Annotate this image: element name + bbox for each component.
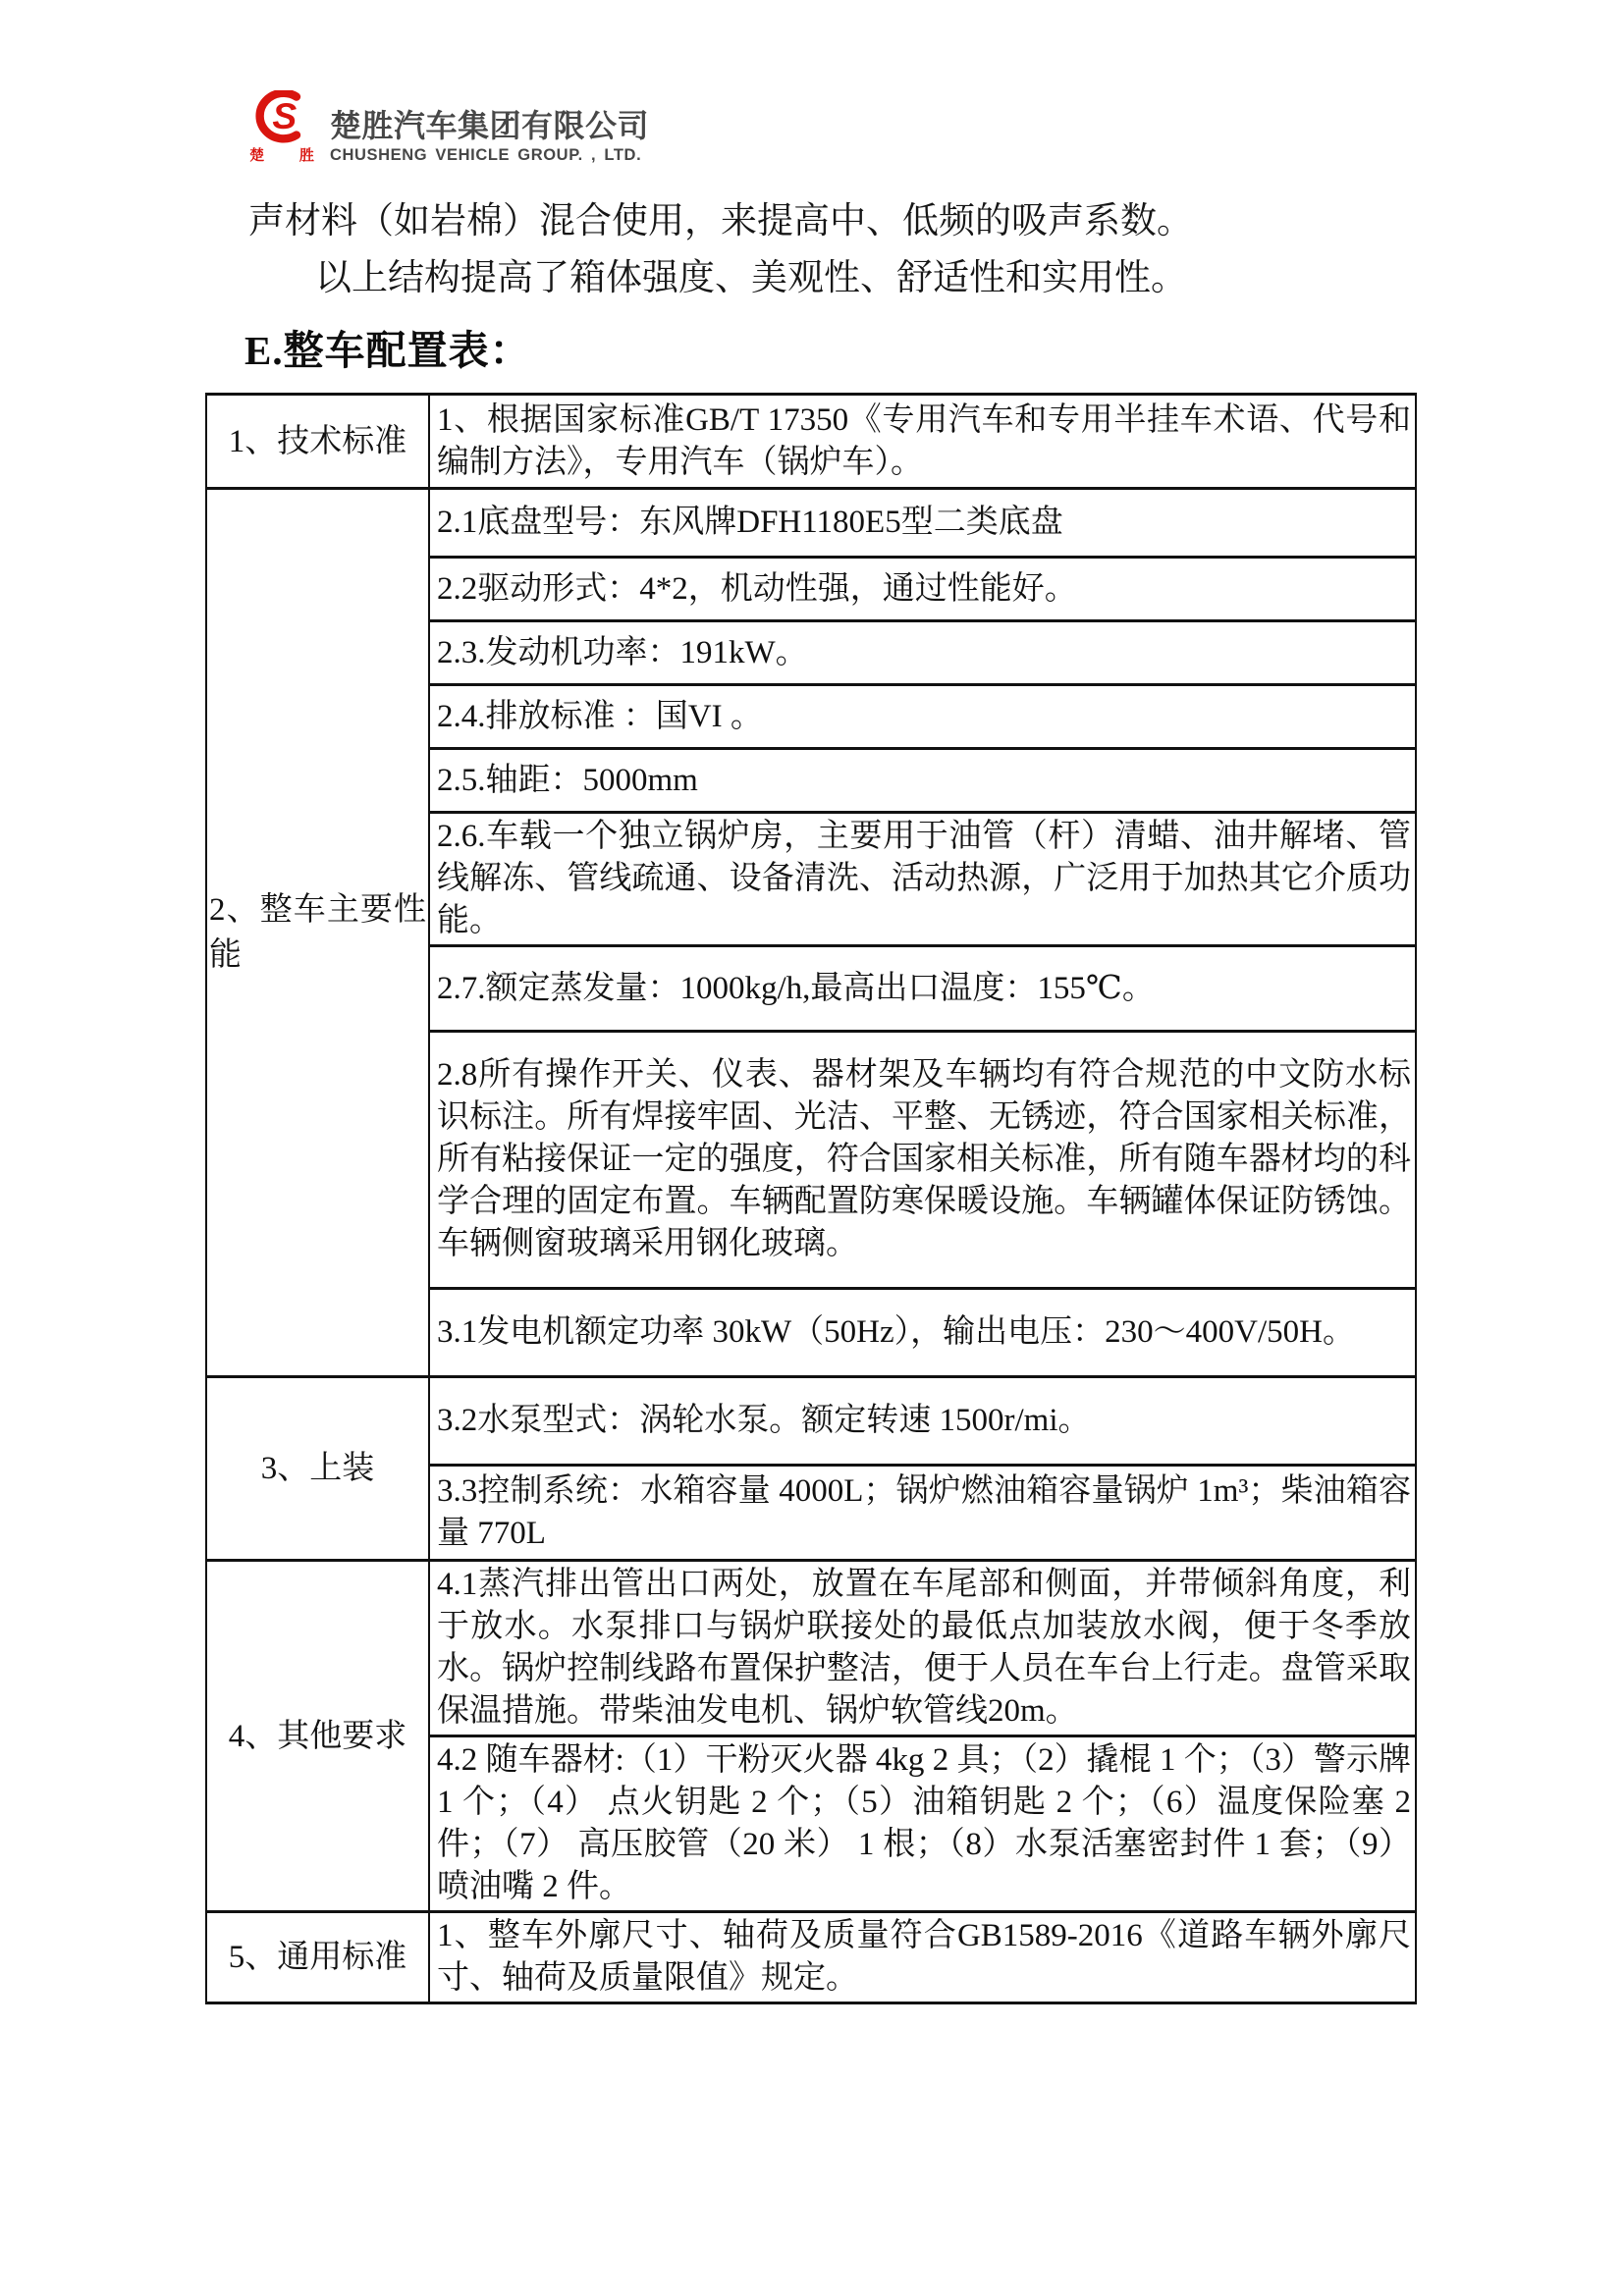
table-row bbox=[206, 395, 1416, 489]
table-row bbox=[206, 1377, 1416, 1466]
spec-label-other-requirements: 4、其他要求 bbox=[206, 1561, 429, 1912]
spec-label-main-performance: 2、整车主要性能 bbox=[206, 489, 429, 1377]
table-row bbox=[206, 489, 1416, 558]
company-name-chinese: 楚胜汽车集团有限公司 bbox=[330, 108, 650, 143]
section-heading: E.整车配置表： bbox=[244, 328, 531, 373]
spec-value-cell: 2.8所有操作开关、仪表、器材架及车辆均有符合规范的中文防水标识标注。所有焊接牢固、光洁、平整、无锈迹，符合国家相关标准，所有粘接保证一定的强度，符合国家相关标准，所有随车器材均的科学合理的固定布置。车辆配置防寒保暖设施。车辆罐体保证防锈蚀。车辆侧窗玻璃采用钢化玻璃。 bbox=[429, 1032, 1416, 1289]
svg-text:S: S bbox=[272, 95, 298, 137]
spec-value-cell: 2.3.发动机功率：191kW。 bbox=[429, 621, 1416, 685]
spec-value-cell: 3.3控制系统：水箱容量 4000L；锅炉燃油箱容量锅炉 1m³；柴油箱容量 770L bbox=[429, 1466, 1416, 1561]
spec-value-cell: 1、整车外廓尺寸、轴荷及质量符合GB1589-2016《道路车辆外廓尺寸、轴荷及质量限值》规定。 bbox=[429, 1912, 1416, 2003]
company-logo-emblem bbox=[249, 90, 330, 165]
spec-value-cell: 2.4.排放标准 ：国VI 。 bbox=[429, 685, 1416, 749]
spec-value-cell: 3.1发电机额定功率 30kW（50Hz），输出电压：230～400V/50H。 bbox=[429, 1289, 1416, 1377]
spec-label-general-standard: 5、通用标准 bbox=[206, 1912, 429, 2003]
spec-value-cell: 2.5.轴距：5000mm bbox=[429, 749, 1416, 813]
spec-value-cell: 2.2驱动形式：4*2，机动性强，通过性能好。 bbox=[429, 558, 1416, 621]
spec-label-technical-standard: 1、技术标准 bbox=[206, 395, 429, 489]
table-row bbox=[206, 1561, 1416, 1736]
spec-value-cell: 2.7.额定蒸发量：1000kg/h,最高出口温度：155℃。 bbox=[429, 946, 1416, 1032]
intro-line-1: 声材料（如岩棉）混合使用，来提高中、低频的吸声系数。 bbox=[248, 201, 1193, 241]
company-logo-text bbox=[330, 90, 649, 166]
table-row bbox=[206, 1912, 1416, 2003]
spec-label-superstructure: 3、上装 bbox=[206, 1377, 429, 1561]
spec-value-cell: 1、根据国家标准GB/T 17350《专用汽车和专用半挂车术语、代号和编制方法》，专用汽车（锅炉车）。 bbox=[429, 395, 1416, 489]
spec-value-cell: 4.1蒸汽排出管出口两处，放置在车尾部和侧面，并带倾斜角度，利于放水。水泵排口与锅炉联接处的最低点加装放水阀，便于冬季放水。锅炉控制线路布置保护整洁，便于人员在车台上行走。盘管采取保温措施。带柴油发电机、锅炉软管线20m。 bbox=[429, 1561, 1416, 1736]
vehicle-config-table bbox=[205, 393, 1417, 2004]
intro-line-2: 以上结构提高了箱体强度、美观性、舒适性和实用性。 bbox=[315, 258, 1187, 298]
spec-value-cell: 3.2水泵型式：涡轮水泵。额定转速 1500r/mi。 bbox=[429, 1377, 1416, 1466]
cs-emblem-icon bbox=[252, 90, 313, 143]
spec-value-cell: 2.1底盘型号：东风牌DFH1180E5型二类底盘 bbox=[429, 489, 1416, 558]
spec-value-cell: 4.2 随车器材:（1）干粉灭火器 4kg 2 具；（2）撬棍 1 个；（3）警示牌 1 个；（4） 点火钥匙 2 个；（5）油箱钥匙 2 个；（6）温度保险塞 2 件；（7） 高压胶管（20 米） 1 根；（8）水泵活塞密封件 1 套；（9）喷油嘴 2 件。 bbox=[429, 1736, 1416, 1912]
spec-value-cell: 2.6.车载一个独立锅炉房，主要用于油管（杆）清蜡、油井解堵、管线解冻、管线疏通、设备清洗、活动热源，广泛用于加热其它介质功能。 bbox=[429, 813, 1416, 946]
emblem-seal-text: 楚 胜 bbox=[249, 148, 330, 164]
intro-paragraph bbox=[248, 193, 1193, 307]
company-name-english: CHUSHENG VEHICLE GROUP. , LTD. bbox=[330, 146, 642, 164]
company-logo bbox=[251, 90, 649, 166]
